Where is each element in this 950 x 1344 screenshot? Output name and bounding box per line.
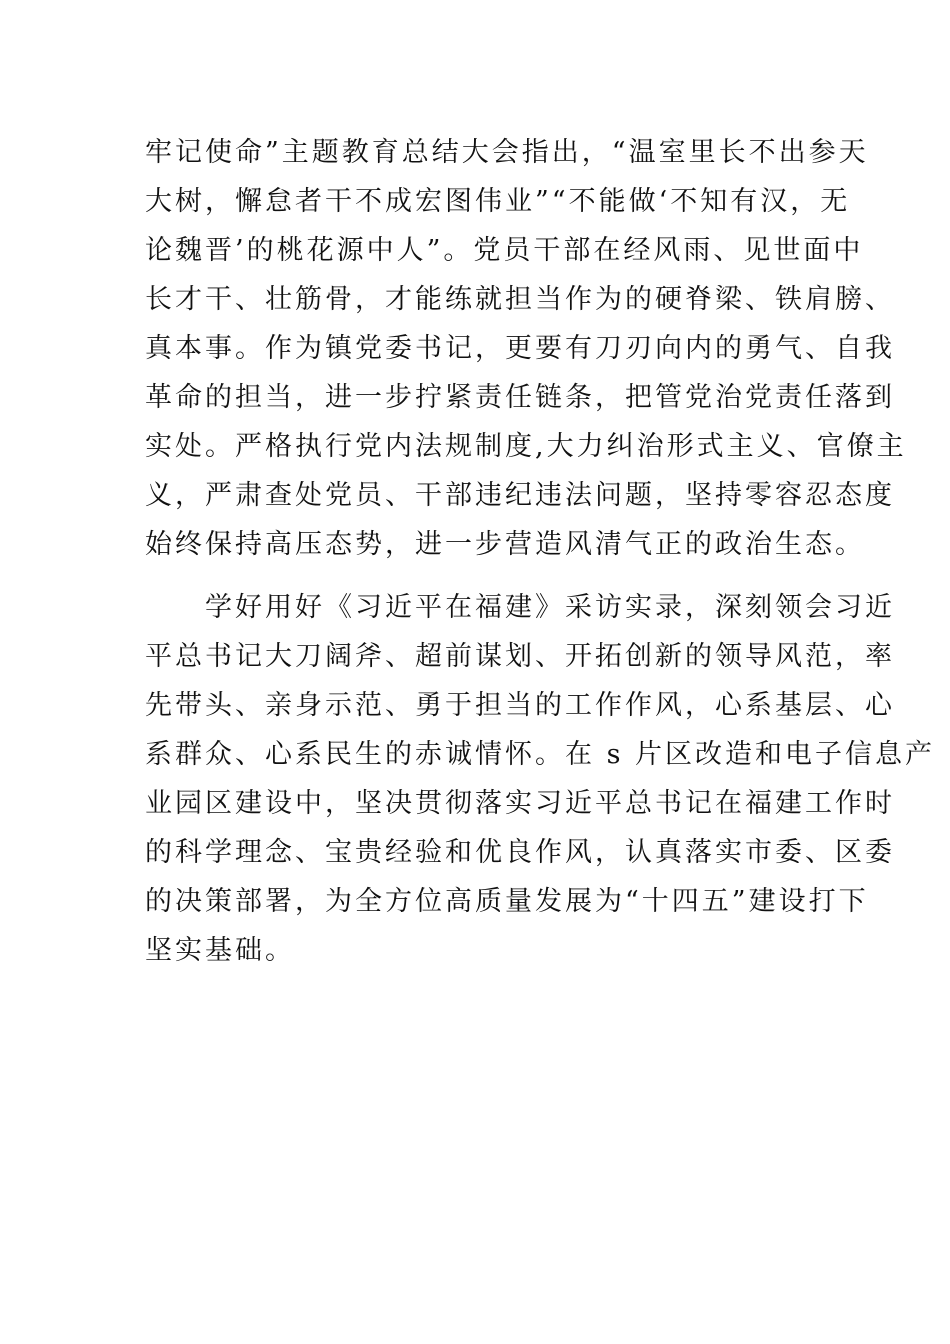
text-line: 系群众、心系民生的赤诚情怀。在 s 片区改造和电子信息产 — [145, 739, 936, 770]
text-line: 先带头、亲身示范、勇于担当的工作作风，心系基层、心 — [145, 690, 895, 721]
document-body — [145, 128, 936, 975]
paragraph-1 — [145, 128, 907, 569]
text-line: 论魏晋’的桃花源中人”。党员干部在经风雨、见世面中 — [145, 235, 864, 266]
text-line: 的科学理念、宝贵经验和优良作风，认真落实市委、区委 — [145, 837, 895, 868]
text-line: 始终保持高压态势，进一步营造风清气正的政治生态。 — [145, 529, 865, 560]
text-line: 的决策部署，为全方位高质量发展为“十四五”建设打下 — [145, 886, 869, 917]
text-line: 实处。严格执行党内法规制度,大力纠治形式主义、官僚主 — [145, 431, 907, 462]
text-line: 大树，懈怠者干不成宏图伟业”“不能做‘不知有汉，无 — [145, 186, 851, 217]
text-line: 牢记使命”主题教育总结大会指出，“温室里长不出参天 — [145, 137, 869, 168]
text-line: 长才干、壮筋骨，才能练就担当作为的硬脊梁、铁肩膀、 — [145, 284, 895, 315]
text-line: 义，严肃查处党员、干部违纪违法问题，坚持零容忍态度 — [145, 480, 895, 511]
text-line: 学好用好《习近平在福建》采访实录，深刻领会习近 — [145, 592, 895, 623]
text-line: 业园区建设中，坚决贯彻落实习近平总书记在福建工作时 — [145, 788, 895, 819]
text-line: 革命的担当，进一步拧紧责任链条，把管党治党责任落到 — [145, 382, 895, 413]
text-line: 坚实基础。 — [145, 935, 295, 966]
text-line: 真本事。作为镇党委书记，更要有刀刃向内的勇气、自我 — [145, 333, 895, 364]
paragraph-spacing — [145, 569, 807, 583]
text-line: 平总书记大刀阔斧、超前谋划、开拓创新的领导风范，率 — [145, 641, 895, 672]
paragraph-2 — [145, 583, 936, 975]
